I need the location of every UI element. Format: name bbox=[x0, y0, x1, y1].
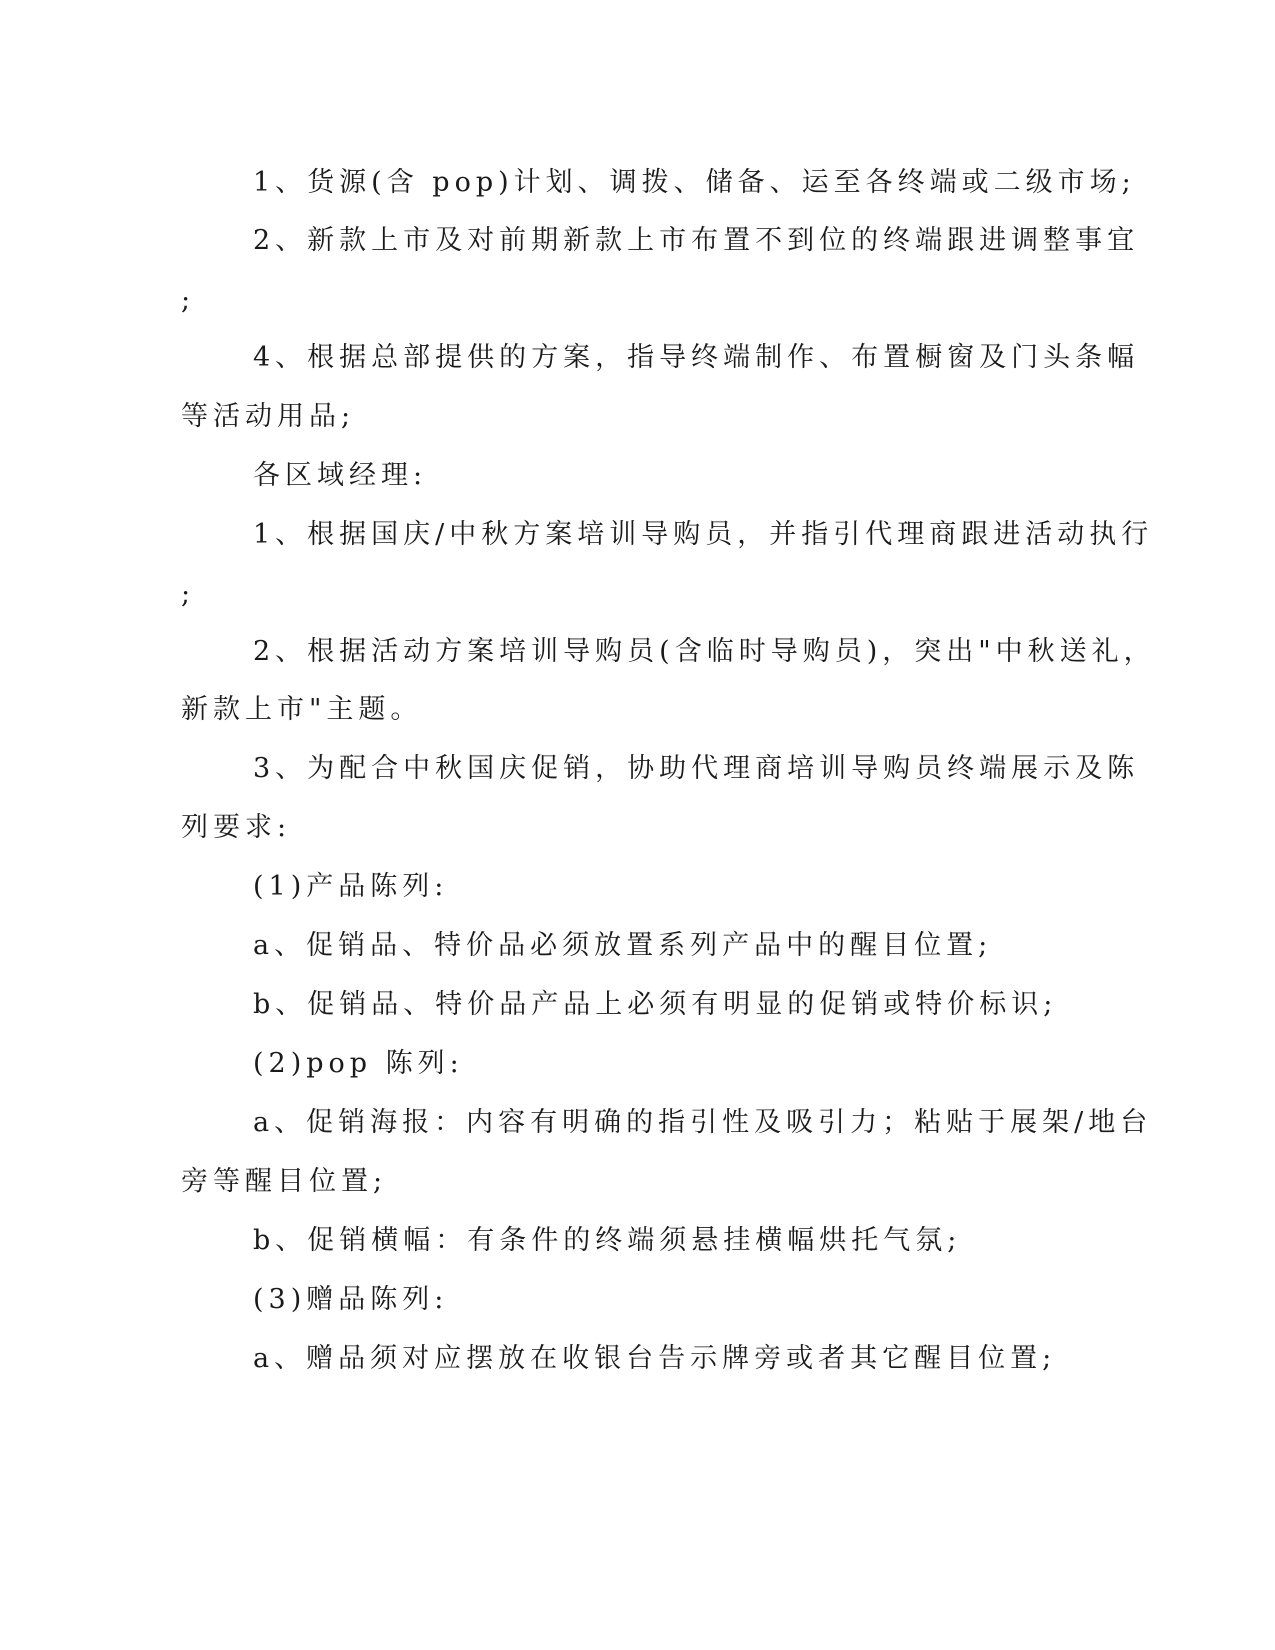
line-window-display: 4、根据总部提供的方案，指导终端制作、布置橱窗及门头条幅 bbox=[253, 342, 1140, 373]
subheading-pop-display: (2)pop 陈列: bbox=[253, 1048, 464, 1079]
line-supply-plan: 1、货源(含 pop)计划、调拨、储备、运至各终端或二级市场; bbox=[253, 167, 1136, 198]
subheading-product-display: (1)产品陈列: bbox=[253, 871, 449, 902]
line-gift-a: a、赠品须对应摆放在收银台告示牌旁或者其它醒目位置; bbox=[253, 1343, 1057, 1374]
line-activity-training: 2、根据活动方案培训导购员(含临时导购员)，突出"中秋送礼， bbox=[253, 636, 1156, 667]
line-product-b: b、促销品、特价品产品上必须有明显的促销或特价标识; bbox=[253, 989, 1058, 1020]
line-display-requirements: 3、为配合中秋国庆促销，协助代理商培训导购员终端展示及陈 bbox=[253, 753, 1140, 784]
line-training-guides: 1、根据国庆/中秋方案培训导购员，并指引代理商跟进活动执行 bbox=[253, 519, 1154, 550]
line-pop-b: b、促销横幅：有条件的终端须悬挂横幅烘托气氛; bbox=[253, 1225, 962, 1256]
line-theme: 新款上市"主题。 bbox=[181, 694, 423, 725]
section-heading-regional-managers: 各区域经理: bbox=[253, 460, 428, 491]
line-semicolon-1: ; bbox=[181, 285, 196, 316]
line-product-a: a、促销品、特价品必须放置系列产品中的醒目位置; bbox=[253, 930, 993, 961]
line-pop-a: a、促销海报：内容有明确的指引性及吸引力；粘贴于展架/地台 bbox=[253, 1107, 1153, 1138]
subheading-gift-display: (3)赠品陈列: bbox=[253, 1284, 449, 1315]
line-semicolon-2: ; bbox=[181, 579, 196, 610]
line-requirements-tail: 列要求: bbox=[181, 812, 292, 843]
line-activity-supplies: 等活动用品; bbox=[181, 401, 356, 432]
line-new-arrivals: 2、新款上市及对前期新款上市布置不到位的终端跟进调整事宜 bbox=[253, 225, 1140, 256]
line-pop-a-tail: 旁等醒目位置; bbox=[181, 1166, 388, 1197]
